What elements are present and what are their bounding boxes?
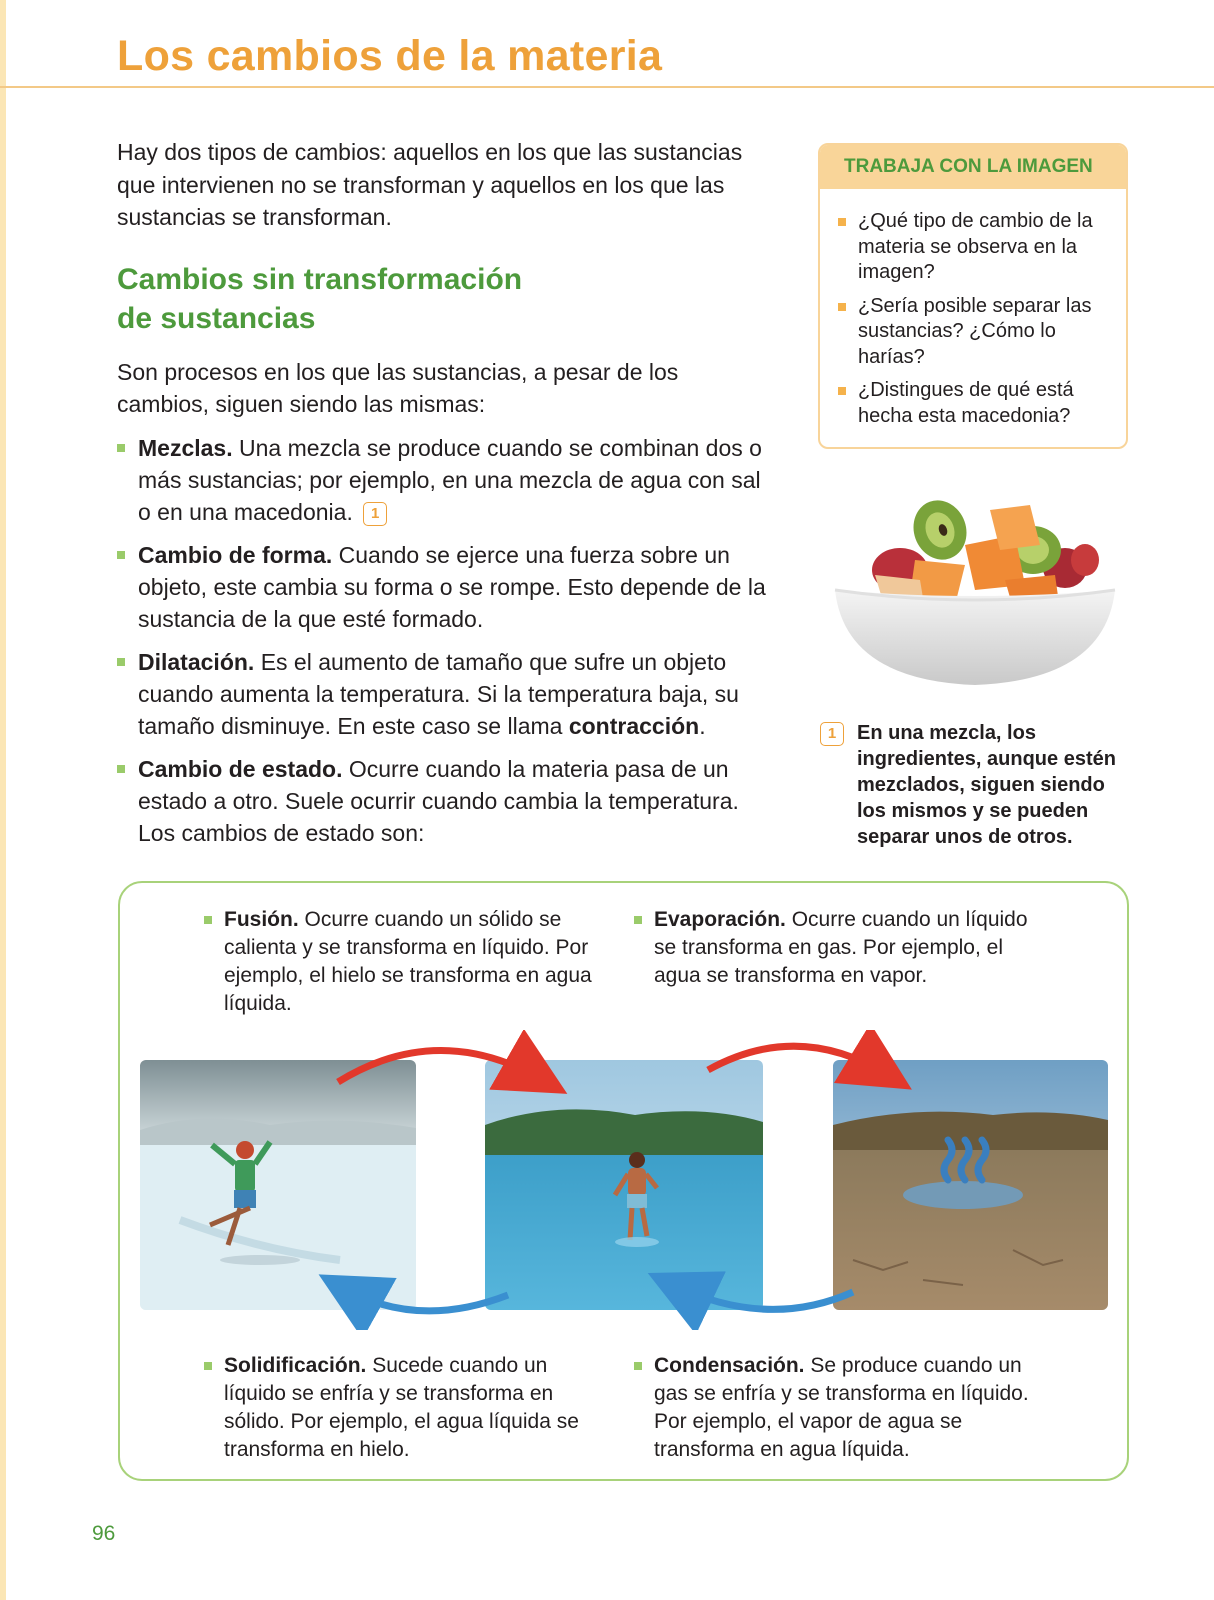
page-number: 96 xyxy=(92,1522,116,1545)
term-contraccion: contracción xyxy=(568,713,700,739)
text-cambio-forma: Cuando se ejerce una fuerza sobre un objeto, este cambia su forma o se rompe. Esto depende de la sustancia de la que esté formado. xyxy=(138,542,766,632)
state-solidification xyxy=(204,1352,604,1464)
term-mezclas: Mezclas. xyxy=(138,435,233,461)
work-box-questions xyxy=(820,189,1126,429)
term-dilatacion: Dilatación. xyxy=(138,649,255,675)
bullet-square-icon xyxy=(838,387,846,395)
work-with-image-box xyxy=(818,143,1128,449)
state-fusion-text xyxy=(224,906,604,1018)
section-heading-line2: de sustancias xyxy=(117,302,316,335)
bullet-square-icon xyxy=(204,1362,212,1370)
fruit-bowl-illustration xyxy=(815,490,1135,690)
question-item xyxy=(838,378,1116,429)
term-cambio-forma: Cambio de forma. xyxy=(138,542,333,568)
state-evaporation xyxy=(634,906,1034,990)
figure-ref-badge[interactable]: 1 xyxy=(363,502,387,526)
bullet-square-icon xyxy=(117,551,125,559)
work-box-heading: TRABAJA CON LA IMAGEN xyxy=(820,145,1126,189)
text-mezclas: Una mezcla se produce cuando se combinan dos o más sustancias; por ejemplo, en una mezcla de agua con sal o en una macedonia. xyxy=(138,435,762,525)
term-fusion: Fusión. xyxy=(224,908,299,931)
state-condensation-text xyxy=(654,1352,1034,1464)
title-divider xyxy=(0,86,1214,88)
question-text: ¿Distingues de qué está hecha esta macedonia? xyxy=(858,379,1074,427)
term-solidification: Solidificación. xyxy=(224,1354,367,1377)
intro-paragraph: Hay dos tipos de cambios: aquellos en los que las sustancias que intervienen no se transforman y aquellos en los que las sustancias se transforman. xyxy=(117,139,743,230)
bullet-square-icon xyxy=(838,303,846,311)
bullet-square-icon xyxy=(204,916,212,924)
term-cambio-estado: Cambio de estado. xyxy=(138,756,343,782)
bullet-square-icon xyxy=(634,916,642,924)
changes-list xyxy=(117,432,767,860)
term-evaporation: Evaporación. xyxy=(654,908,786,931)
state-condensation xyxy=(634,1352,1034,1464)
caption-text: En una mezcla, los ingredientes, aunque estén mezclados, siguen siendo los mismos y se pueden separar unos de otros. xyxy=(857,722,1116,848)
bullet-square-icon xyxy=(117,444,125,452)
bullet-square-icon xyxy=(117,765,125,773)
page-title: Los cambios de la materia xyxy=(117,32,663,80)
desc-condensation: Se produce cuando un gas se enfría y se transforma en líquido. Por ejemplo, el vapor de agua se transforma en agua líquida. xyxy=(654,1354,1029,1461)
question-item xyxy=(838,209,1116,286)
list-item-cambio-forma xyxy=(117,539,767,635)
lake-swimmer-scene xyxy=(485,1060,763,1310)
figure-caption xyxy=(820,720,1130,850)
question-item xyxy=(838,294,1116,371)
text-cambio-estado: Ocurre cuando la materia pasa de un estado a otro. Suele ocurrir cuando cambia la temperatura. Los cambios de estado son: xyxy=(138,756,739,846)
desc-fusion: Ocurre cuando un sólido se calienta y se transforma en líquido. Por ejemplo, el hielo se transforma en agua líquida. xyxy=(224,908,592,1015)
bullet-square-icon xyxy=(117,658,125,666)
section-heading-line1: Cambios sin transformación xyxy=(117,263,523,296)
section-heading xyxy=(117,260,522,338)
dry-lakebed-scene xyxy=(833,1060,1108,1310)
section-intro: Son procesos en los que las sustancias, a pesar de los cambios, siguen siendo las mismas: xyxy=(117,359,679,417)
text-dilatacion-end: . xyxy=(699,713,706,739)
list-item-cambio-estado xyxy=(117,753,767,849)
state-solidification-text xyxy=(224,1352,604,1464)
bullet-square-icon xyxy=(634,1362,642,1370)
fruit-salad-image xyxy=(815,490,1135,690)
question-text: ¿Qué tipo de cambio de la materia se observa en la imagen? xyxy=(858,210,1093,283)
question-text: ¿Sería posible separar las sustancias? ¿Cómo lo harías? xyxy=(858,294,1092,368)
state-evaporation-text xyxy=(654,906,1034,990)
bullet-square-icon xyxy=(838,218,846,226)
desc-solidification: Sucede cuando un líquido se enfría y se transforma en sólido. Por ejemplo, el agua líquida se transforma en hielo. xyxy=(224,1354,579,1461)
term-condensation: Condensación. xyxy=(654,1354,805,1377)
frozen-lake-scene xyxy=(140,1060,416,1310)
text-dilatacion: Es el aumento de tamaño que sufre un objeto cuando aumenta la temperatura. Si la temperatura baja, su tamaño disminuye. En este caso se llama xyxy=(138,649,739,739)
figure-number-badge: 1 xyxy=(820,722,844,746)
page-edge-strip xyxy=(0,0,6,1600)
desc-evaporation: Ocurre cuando un líquido se transforma en gas. Por ejemplo, el agua se transforma en vapor. xyxy=(654,908,1028,987)
list-item-dilatacion xyxy=(117,646,767,742)
state-fusion xyxy=(204,906,604,1018)
list-item-mezclas xyxy=(117,432,767,528)
